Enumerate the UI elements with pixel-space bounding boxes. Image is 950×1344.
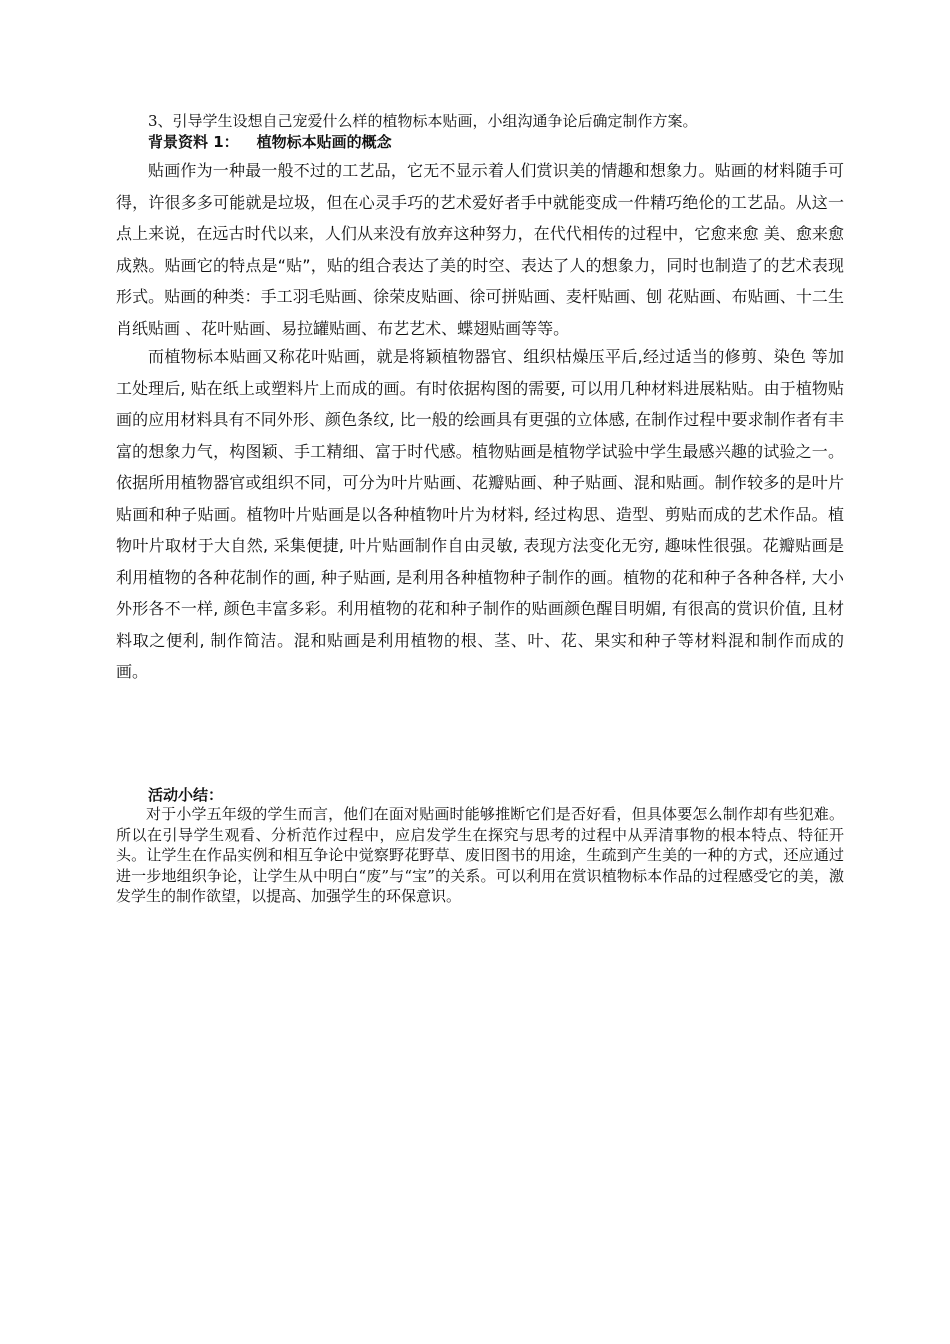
- background-paragraph-2: 而植物标本贴画又称花叶贴画，就是将颖植物器官、组织枯燥压平后,经过适当的修剪、染色 等加工处理后, 贴在纸上或塑料片上而成的画。有时依据构图的需要, 可以用几种材料进展粘贴。由于植物贴画的应用材料具有不同外形、颜色条纹, 比一般的绘画具有更强的立体感, 在制作过程中要求制作者有丰富的想象力气，构图颖、手工精细、富于时代感。植物贴画是植物学试验中学生最感兴趣的试验之一。依据所用植物器官或组织不同，可分为叶片贴画、花瓣贴画、种子贴画、混和贴画。制作较多的是叶片贴画和种子贴画。植物叶片贴画是以各种植物叶片为材料, 经过构思、造型、剪贴而成的艺术作品。植物叶片取材于大自然, 采集便捷, 叶片贴画制作自由灵敏, 表现方法变化无穷, 趣味性很强。花瓣贴画是利用植物的各种花制作的画, 种子贴画, 是利用各种植物种子制作的画。植物的花和种子各种各样, 大小外形各不一样, 颜色丰富多彩。利用植物的花和种子制作的贴画颜色醒目明媚, 有很高的赏识价值, 且材料取之便利, 制作简洁。混和贴画是利用植物的根、茎、叶、花、果实和种子等材料混和制作而成的画。: [116, 347, 844, 681]
- summary-body: 对于小学五年级的学生而言，他们在面对贴画时能够推断它们是否好看，但具体要怎么制作却有些犯难。所以在引导学生观看、分析范作过程中，应启发学生在探究与思考的过程中从弄清事物的根本特点、特征开头。让学生在作品实例和相互争论中觉察野花野草、废旧图书的用途，生疏到产生美的一种的方式，还应通过进一步地组织争论，让学生从中明白“废”与“宝”的关系。可以利用在赏识植物标本作品的过程感受它的美，激发学生的制作欲望，以提高、加强学生的环保意识。: [116, 805, 844, 905]
- step-3-line: 3、引导学生设想自己宠爱什么样的植物标本贴画，小组沟通争论后确定制作方案。: [148, 112, 698, 130]
- background-paragraph-1: 贴画作为一种最一般不过的工艺品，它无不显示着人们赏识美的情趣和想象力。贴画的材料随手可得，许很多多可能就是垃圾，但在心灵手巧的艺术爱好者手中就能变成一件精巧绝伦的工艺品。从这一点上来说，在远古时代以来，人们从来没有放弃这种努力，在代代相传的过程中，它愈来愈 美、愈来愈成熟。贴画它的特点是“贴”，贴的组合表达了美的时空、表达了人的想象力，同时也制造了的艺术表现形式。贴画的种类：手工羽毛贴画、徐荣皮贴画、徐可拼贴画、麦杆贴画、刨 花贴画、布贴画、十二生肖纸贴画 、花叶贴画、易拉罐贴画、布艺艺术、蝶翅贴画等等。: [116, 161, 844, 338]
- background-label: 背景资料 1：: [148, 133, 239, 151]
- background-heading: [148, 132, 392, 152]
- summary-title: 活动小结：: [148, 786, 224, 804]
- background-title: 植物标本贴画的概念: [256, 133, 392, 151]
